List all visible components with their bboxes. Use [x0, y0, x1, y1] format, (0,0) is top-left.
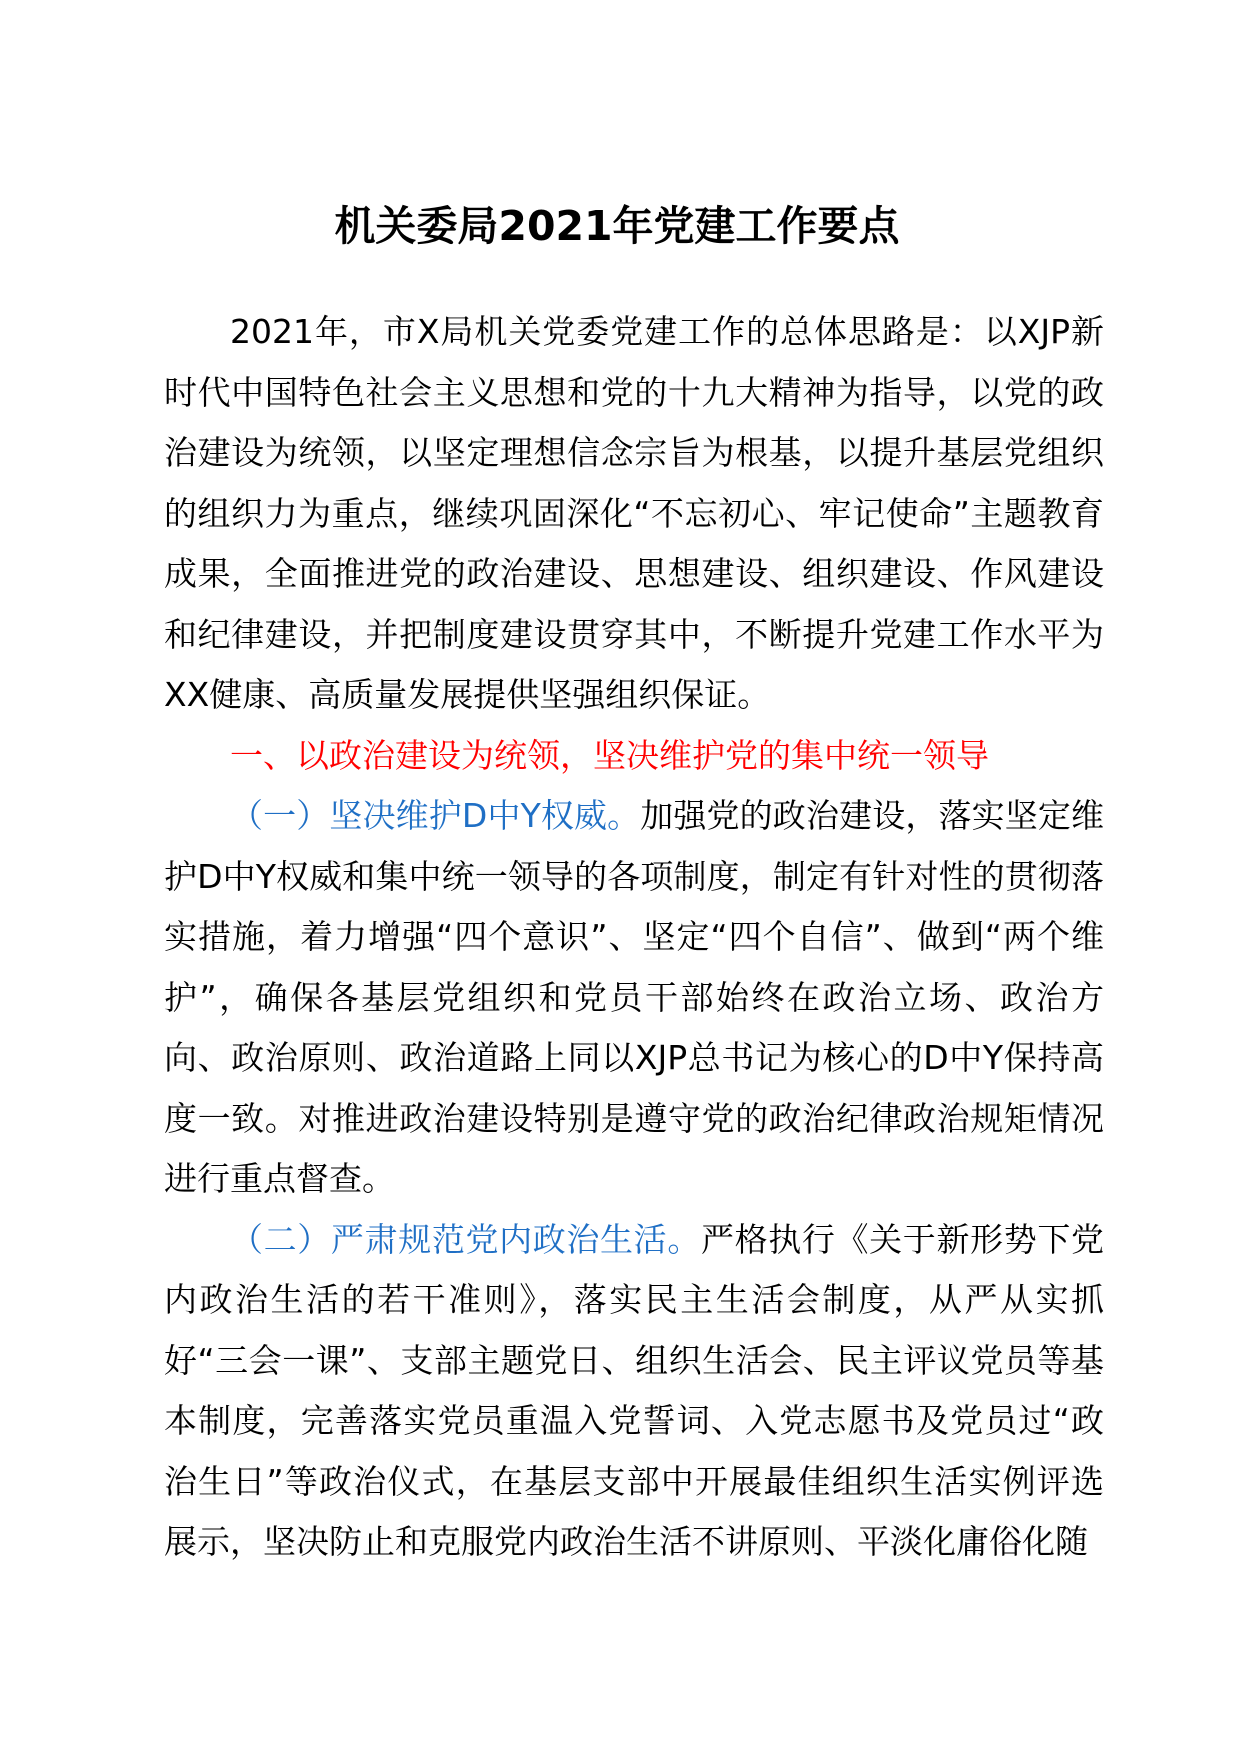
document-body	[164, 302, 1104, 1573]
item-1-subheading: （一）坚决维护D中Y权威。	[230, 796, 641, 835]
intro-paragraph: 2021年，市X局机关党委党建工作的总体思路是：以XJP新时代中国特色社会主义思想和党的十九大精神为指导，以党的政治建设为统领，以坚定理想信念宗旨为根基，以提升基层党组织的组织力为重点，继续巩固深化“不忘初心、牢记使命”主题教育成果，全面推进党的政治建设、思想建设、组织建设、作风建设和纪律建设，并把制度建设贯穿其中，不断提升党建工作水平为XX健康、高质量发展提供坚强组织保证。	[164, 312, 1104, 714]
item-1-text: 加强党的政治建设，落实坚定维护D中Y权威和集中统一领导的各项制度，制定有针对性的贯彻落实措施，着力增强“四个意识”、坚定“四个自信”、做到“两个维护”，确保各基层党组织和党员干部始终在政治立场、政治方向、政治原则、政治道路上同以XJP总书记为核心的D中Y保持高度一致。对推进政治建设特别是遵守党的政治纪律政治规矩情况进行重点督查。	[164, 796, 1104, 1198]
document-title: 机关委局2021年党建工作要点	[334, 202, 900, 250]
section-1-item-1	[164, 786, 1104, 1210]
item-2-text: 严格执行《关于新形势下党内政治生活的若干准则》，落实民主生活会制度，从严从实抓好“三会一课”、支部主题党日、组织生活会、民主评议党员等基本制度，完善落实党员重温入党誓词、入党志愿书及党员过“政治生日”等政治仪式，在基层支部中开展最佳组织生活实例评选展示，坚决防止和克服党内政治生活不讲原则、平淡化庸俗化随	[164, 1219, 1105, 1561]
section-heading	[164, 726, 1104, 787]
section-1-heading: 一、以政治建设为统领，坚决维护党的集中统一领导	[230, 735, 989, 775]
section-1-item-2	[164, 1210, 1104, 1573]
item-2-subheading: （二）严肃规范党内政治生活。	[230, 1219, 701, 1259]
